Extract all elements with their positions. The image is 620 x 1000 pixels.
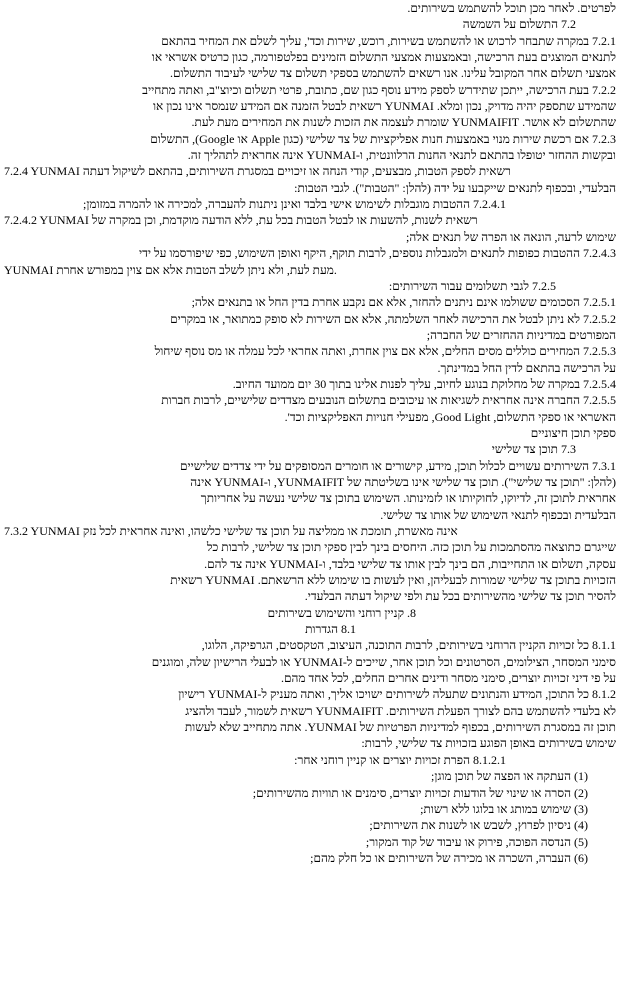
text-line: (3) שימוש במותג או בלוגו ללא רשות; [420,801,588,816]
text-line: אמצעי תשלום אחר המקובל עלינו. אנו רשאים להשתמש בספקי תשלום צד שלישי לעיבוד התשלום. [170,66,616,81]
text-line: 7.2.5 לגבי תשלומים עבור השירותים: [388,278,556,293]
text-line: 7.2.5.1 הסכומים ששולמו אינם ניתנים להחזר, אלא אם נקבע אחרת בדין החל או בתנאים אלה; [191,295,616,310]
text-line: 8.1.2 כל התוכן, המידע והנתונים שתעלה לשירותים ישויכו אליך, ואתה מעניק ל-YUNMAI רישיון [178,687,616,702]
text-line: 7.2.5.4 במקרה של מחלוקת בנוגע לחיוב, עליך לפנות אלינו בתוך 30 יום ממועד החיוב. [232,376,616,391]
text-line: 7.3.1 השירותים עשויים לכלול תוכן, מידע, קישורים או חומרים המסופקים על ידי צדדים שלישיים [180,458,616,473]
text-line: 8.1 הגדרות [305,622,356,637]
text-line: 8. קניין רוחני והשימוש בשירותים [267,605,416,620]
text-line: YUNMAI מעת לעת, ולא ניתן לשלב הטבות אלא אם צוין במפורש אחרת. [4,262,337,277]
text-line: הזכויות בתוכן צד שלישי שמורות לבעליהן, ואין לעשות בו שימוש ללא הרשאתם. YUNMAI רשאית [170,573,616,588]
text-line: על פי דיני זכויות יוצרים, סימני מסחר ודינים אחרים החלים, לכל אחד מהם. [280,671,616,686]
text-line: לפרטים. לאחר מכן תוכל להשתמש בשירותים. [407,1,616,15]
text-line: ספקי תוכן חיצוניים [530,425,616,440]
text-line: 7.2.4.2 YUNMAI רשאית לשנות, להשעות או לבטל הטבות בכל עת, ללא הודעה מוקדמת, וכן במקרה של [4,213,478,228]
text-line: לא בלעדי להשתמש בהם לצורך הפעלת השירותים. YUNMAIFIT רשאית לשמור, לעבד ולהציג [185,703,616,718]
text-line: (1) העתקה או הפצה של תוכן מוגן; [431,769,588,784]
text-line: 7.2.4.3 ההטבות כפופות לתנאים ולמגבלות נוספים, לרבות תוקף, היקף ואופן השימוש, כפי שיפורסמו על ידי [138,246,616,261]
text-line: 7.3 תוכן צד שלישי [491,442,576,457]
text-line: הבלעדית ובכפוף לתנאי השימוש של אותו צד שלישי. [380,507,616,522]
text-line: 7.2.2 בעת הרכישה, ייתכן שתידרש לספק מידע נוסף כגון שם, כתובת, פרטי תשלום וכיוצ"ב, ואתה מתחייב [142,82,616,97]
text-line: שימוש לרעה, הונאה או הפרה של תנאים אלה; [406,229,616,244]
text-line: הבלעדי, ובכפוף לתנאים שייקבעו על ידה (להלן: "הטבות"). לגבי הטבות: [294,180,616,195]
text-line: 8.1.2.1 הפרת זכויות יוצרים או קניין רוחני אחר: [294,752,506,767]
text-line: המפורטים במדיניות ההחזרים של החברה; [426,327,616,342]
text-line: אחראית לתוכן זה, לדיוקו, לחוקיותו או לזמינותו. השימוש בתוכן צד שלישי נעשה על אחריותך [200,491,616,506]
text-line: שימוש בשירותים באופן הפוגע בזכויות צד שלישי, לרבות: [361,736,616,751]
text-line: 7.2 התשלום על השמשה [462,17,576,32]
text-line: 7.2.4.1 ההטבות מוגבלות לשימוש אישי בלבד ואינן ניתנות להעברה, למכירה או להמרה במזומן; [82,197,506,212]
text-line: על הרכישה בהתאם לדין החל במדינתך. [437,360,616,375]
text-line: שהמידע שתספק יהיה מדויק, נכון ומלא. YUNMAI רשאית לבטל הזמנה אם המידע שנמסר אינו נכון או [152,99,616,114]
text-line: 7.2.5.3 המחירים כוללים מסים החלים, אלא אם צוין אחרת, ואתה אחראי לכל עמלה או מס נוסף שיחול [154,344,616,359]
text-line: שייגרם כתוצאה מהסתמכות על תוכן כזה. היחסים בינך לבין ספקי תוכן צד שלישי, לרבות כל [206,540,616,555]
text-line: 7.2.4 YUNMAI רשאית לספק הטבות, מבצעים, קודי הנחה או זיכויים במסגרת השירותים, בהתאם לשיקול דעתה [4,164,511,179]
text-line: סימני המסחר, הצילומים, הסרטונים וכל תוכן אחר, שייכים ל-YUNMAI או לבעלי הרישיון שלה, ומוגנים [151,654,616,669]
text-line: (4) ניסיון לפרוץ, לשבש או לשנות את השירותים; [369,818,588,833]
text-line: 8.1.1 כל זכויות הקניין הרוחני בשירותים, לרבות התוכנה, העיצוב, הטקסטים, הגרפיקה, הלוגו, [201,638,616,653]
text-line: להסיר תוכן צד שלישי מהשירותים בכל עת ולפי שיקול דעתה הבלעדי. [304,589,616,604]
text-line: עסקה, תשלום או התחייבות, הם בינך לבין אותו צד שלישי בלבד, ו-YUNMAI אינה צד להם. [204,556,616,571]
text-line: (להלן: "תוכן צד שלישי"). תוכן צד שלישי אינו בשליטתה של YUNMAIFIT, ו-YUNMAI אינה [190,474,616,489]
text-line: (2) הסרה או שינוי של הודעות זכויות יוצרים, סימנים או תוויות מהשירותים; [252,785,588,800]
text-line: 7.2.3 אם רכשת שירות מנוי באמצעות חנות אפליקציות של צד שלישי (כגון Apple או Google), התשלום [150,131,616,146]
text-line: (5) הנדסה הפוכה, פירוק או עיבוד של קוד המקור; [365,834,588,849]
text-line: תוכן זה במסגרת השירותים, בכפוף למדיניות הפרטיות של YUNMAI. אתה מתחייב שלא לעשות [184,720,616,735]
text-line: 7.2.1 במקרה שתבחר לרכוש או להשתמש בשירות, רוכש, שירות וכד', עליך לשלם את המחיר בהתאם [161,33,616,48]
text-line: 7.3.2 YUNMAI אינה מאשרת, תומכת או ממליצה על תוכן צד שלישי כלשהו, ואינה אחראית לכל נזק [4,524,458,538]
text-line: האשראי או ספקי התשלום, Good Light, מפעילי חנויות האפליקציות וכד'. [284,409,616,424]
text-line: לתנאים המוצגים בעת הרכישה, ובאמצעות אמצעי התשלום הזמינים בפלטפורמה, כגון כרטיס אשראי או [151,50,616,65]
text-line: (6) העברה, השכרה או מכירה של השירותים או כל חלק מהם; [310,850,588,865]
text-line: שהתשלום לא אושר. YUNMAIFIT שומרת לעצמה את הזכות לשנות את המחירים מעת לעת. [191,115,616,130]
text-line: 7.2.5.2 לא ניתן לבטל את הרכישה לאחר השלמתה, אלא אם השירות לא סופק כמתואר, או במקרים [170,311,616,326]
text-line: ובקשות ההחזר יטופלו בהתאם לתנאי החנות הרלוונטית, ו-YUNMAI אינה אחראית לתהליך זה. [187,148,616,163]
text-line: 7.2.5.5 החברה אינה אחראית לשגיאות או עיכובים בתשלום הנובעים מצדדים שלישיים, לרבות חברות [161,393,616,408]
